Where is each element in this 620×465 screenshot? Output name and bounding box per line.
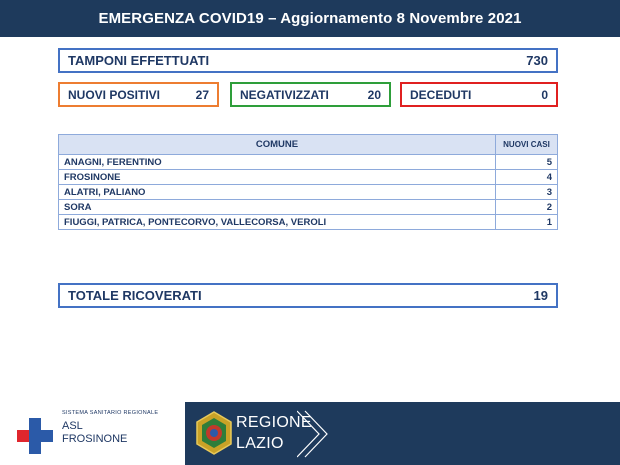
ricoverati-value: 19 xyxy=(533,288,548,303)
comuni-table xyxy=(58,134,558,230)
cell-comune: ANAGNI, FERENTINO xyxy=(59,155,496,170)
negativizzati-value: 20 xyxy=(367,87,381,102)
frosinone-label: FROSINONE xyxy=(62,433,128,445)
deceduti-value: 0 xyxy=(541,87,548,102)
tamponi-label: TAMPONI EFFETTUATI xyxy=(68,53,210,68)
cell-comune: FIUGGI, PATRICA, PONTECORVO, VALLECORSA, VEROLI xyxy=(59,215,496,230)
cell-casi: 4 xyxy=(496,170,558,185)
cell-casi: 2 xyxy=(496,200,558,215)
medical-cross-icon xyxy=(17,418,53,454)
asl-label: ASL xyxy=(62,420,83,432)
regione-lazio-emblem-icon xyxy=(195,410,233,456)
deceduti-label: DECEDUTI xyxy=(410,87,472,102)
tamponi-value: 730 xyxy=(526,53,548,68)
ricoverati-label: TOTALE RICOVERATI xyxy=(68,288,202,303)
cell-comune: SORA xyxy=(59,200,496,215)
asl-frosinone-logo xyxy=(0,400,185,465)
table-row xyxy=(59,215,558,230)
ssr-label: SISTEMA SANITARIO REGIONALE xyxy=(62,410,159,416)
table-row xyxy=(59,200,558,215)
table-row xyxy=(59,170,558,185)
regione-label: REGIONE xyxy=(236,414,312,431)
header-nuovi-casi: NUOVI CASI xyxy=(496,135,558,155)
cell-comune: FROSINONE xyxy=(59,170,496,185)
cell-casi: 1 xyxy=(496,215,558,230)
deceduti-box xyxy=(400,82,558,107)
table-row xyxy=(59,185,558,200)
table-row xyxy=(59,155,558,170)
nuovi-positivi-box xyxy=(58,82,219,107)
positivi-value: 27 xyxy=(195,87,209,102)
positivi-label: NUOVI POSITIVI xyxy=(68,87,161,102)
cell-casi: 3 xyxy=(496,185,558,200)
negativizzati-box xyxy=(230,82,391,107)
tamponi-effettuati-box xyxy=(58,48,558,73)
chevron-decoration-icon xyxy=(297,409,407,459)
negativizzati-label: NEGATIVIZZATI xyxy=(240,87,329,102)
regione-lazio-banner xyxy=(185,402,620,465)
page-title: EMERGENZA COVID19 – Aggiornamento 8 Novembre 2021 xyxy=(98,10,522,27)
cell-comune: ALATRI, PALIANO xyxy=(59,185,496,200)
header-comune: COMUNE xyxy=(59,135,496,155)
cell-casi: 5 xyxy=(496,155,558,170)
lazio-label: LAZIO xyxy=(236,435,284,452)
table-header-row xyxy=(59,135,558,155)
page-title-banner xyxy=(0,0,620,37)
totale-ricoverati-box xyxy=(58,283,558,308)
